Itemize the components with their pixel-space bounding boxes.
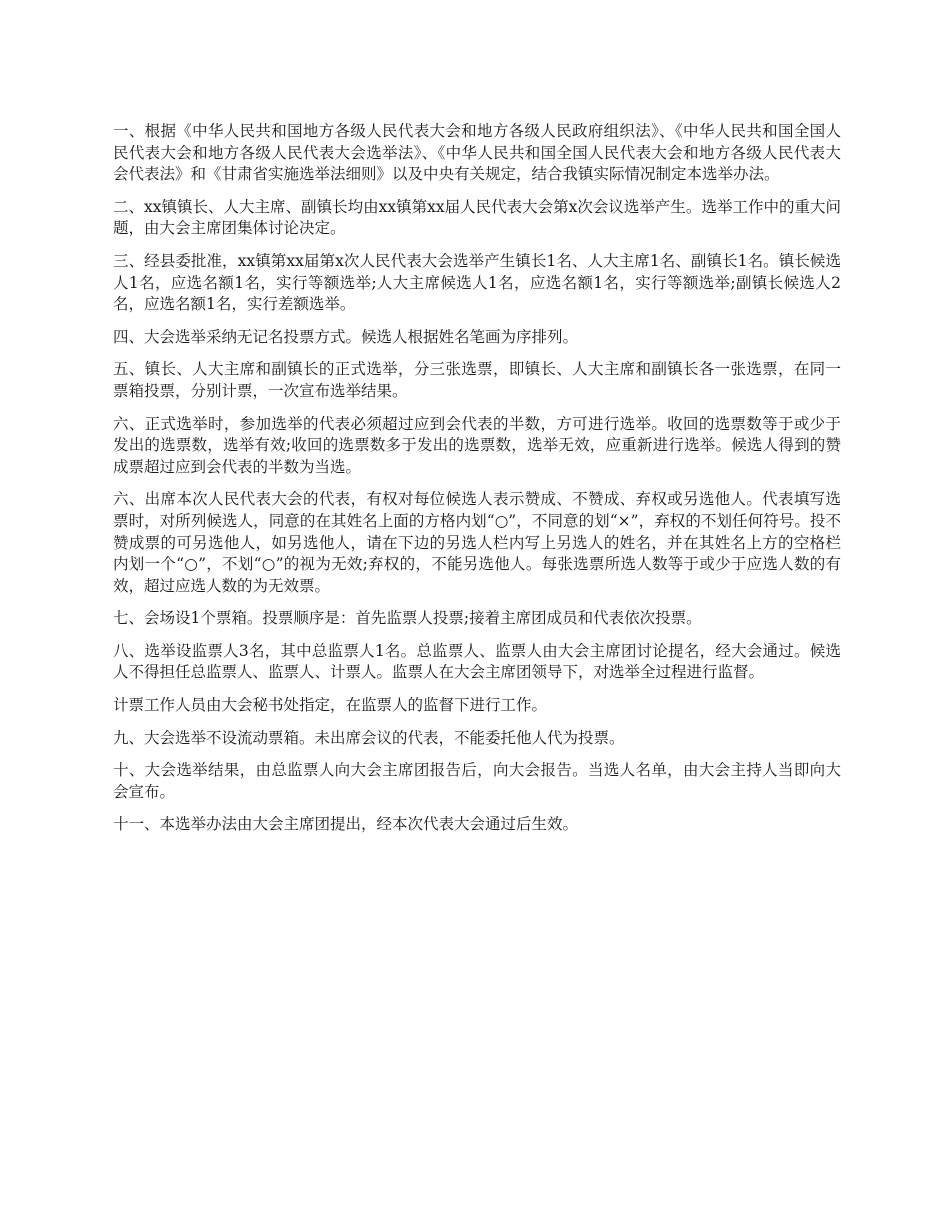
paragraph-9: 八、选举设监票人3名，其中总监票人1名。总监票人、监票人由大会主席团讨论提名，经大会通过。候选人不得担任总监票人、监票人、计票人。监票人在大会主席团领导下，对选举全过程进行监督。 [113, 641, 841, 682]
paragraph-5: 五、镇长、人大主席和副镇长的正式选举，分三张选票，即镇长、人大主席和副镇长各一张选票，在同一票箱投票，分别计票，一次宣布选举结果。 [113, 360, 841, 400]
paragraph-1: 一、根据《中华人民共和国地方各级人民代表大会和地方各级人民政府组织法》、《中华人民共和国全国人民代表大会和地方各级人民代表大会选举法》、《中华人民共和国全国人民代表大会和地方各级人民代表大会代表法》和《甘肃省实施选举法细则》以及中央有关规定，结合我镇实际情况制定本选举办法。 [113, 122, 841, 184]
paragraph-3: 三、经县委批准，xx镇第xx届第x次人民代表大会选举产生镇长1名、人大主席1名、副镇长1名。镇长候选人1名，应选名额1名，实行等额选举;人大主席候选人1名，应选名额1名，实行等额选举;副镇长候选人2名，应选名额1名，实行差额选举。 [113, 251, 841, 314]
paragraph-13: 十一、本选举办法由大会主席团提出，经本次代表大会通过后生效。 [113, 815, 579, 834]
paragraph-12: 十、大会选举结果，由总监票人向大会主席团报告后，向大会报告。当选人名单，由大会主持人当即向大会宣布。 [113, 761, 841, 801]
paragraph-2: 二、xx镇镇长、人大主席、副镇长均由xx镇第xx届人民代表大会第x次会议选举产生。选举工作中的重大问题，由大会主席团集体讨论决定。 [113, 197, 841, 238]
paragraph-6: 六、正式选举时，参加选举的代表必须超过应到会代表的半数，方可进行选举。收回的选票数等于或少于发出的选票数，选举有效;收回的选票数多于发出的选票数，选举无效，应重新进行选举。候选人得到的赞成票超过应到会代表的半数为当选。 [113, 414, 841, 476]
paragraph-10: 计票工作人员由大会秘书处指定，在监票人的监督下进行工作。 [113, 696, 548, 715]
paragraph-4: 四、大会选举采纳无记名投票方式。候选人根据姓名笔画为序排列。 [113, 327, 579, 346]
paragraph-11: 九、大会选举不设流动票箱。未出席会议的代表，不能委托他人代为投票。 [113, 728, 625, 747]
document-body [113, 121, 841, 847]
paragraph-7: 六、出席本次人民代表大会的代表，有权对每位候选人表示赞成、不赞成、弃权或另选他人。代表填写选票时，对所列候选人，同意的在其姓名上面的方格内划“○”，不同意的划“×”，弃权的不划任何符号。投不赞成票的可另选他人，如另选他人，请在下边的另选人栏内写上另选人的姓名，并在其姓名上方的空格栏内划一个“○”，不划“○”的视为无效;弃权的，不能另选他人。每张选票所选人数等于或少于应选人数的有效，超过应选人数的为无效票。 [113, 490, 841, 595]
paragraph-8: 七、会场设1个票箱。投票顺序是：首先监票人投票;接着主席团成员和代表依次投票。 [113, 609, 702, 628]
